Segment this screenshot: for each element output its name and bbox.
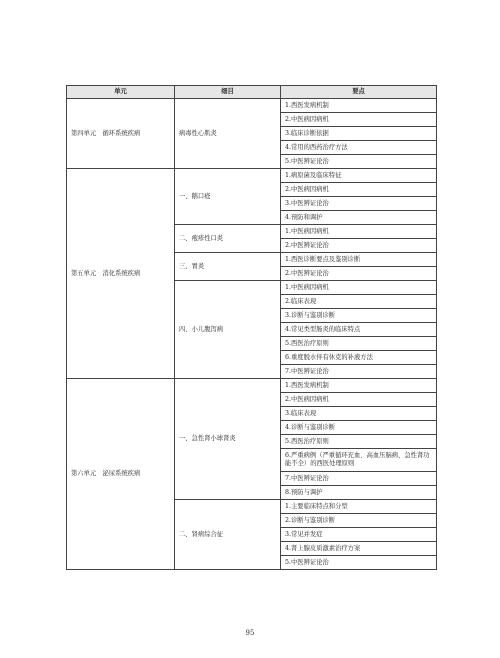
key-point-cell: 1.西医发病机制 bbox=[281, 99, 437, 113]
key-point-cell: 2.中医病因病机 bbox=[281, 393, 437, 407]
key-point-cell: 2.临床表现 bbox=[281, 295, 437, 309]
key-point-cell: 4.常用的西药治疗方法 bbox=[281, 141, 437, 155]
key-point-cell: 3.常见并发症 bbox=[281, 528, 437, 542]
key-point-cell: 5.中医辨证论治 bbox=[281, 155, 437, 169]
key-point-cell: 3.临床表现 bbox=[281, 407, 437, 421]
unit-cell: 第四单元 循环系统疾病 bbox=[67, 99, 175, 169]
header-key-points: 要点 bbox=[281, 86, 437, 99]
key-point-cell: 3.临床诊断依据 bbox=[281, 127, 437, 141]
header-unit: 单元 bbox=[67, 86, 175, 99]
table-row bbox=[67, 169, 437, 183]
table-header-row bbox=[67, 86, 437, 99]
detail-cell: 三、胃炎 bbox=[175, 253, 281, 281]
page-number: 95 bbox=[245, 629, 255, 637]
key-point-cell: 4.肾上腺皮质激素治疗方案 bbox=[281, 542, 437, 556]
detail-cell: 四、小儿腹泻病 bbox=[175, 281, 281, 379]
table-row bbox=[67, 379, 437, 393]
key-point-cell: 8.预防与调护 bbox=[281, 486, 437, 500]
key-point-cell: 2.中医病因病机 bbox=[281, 113, 437, 127]
key-point-cell: 5.中医辨证论治 bbox=[281, 556, 437, 570]
unit-cell: 第六单元 泌尿系统疾病 bbox=[67, 379, 175, 570]
syllabus-table bbox=[66, 85, 437, 570]
key-point-cell: 1.主要临床特点和分型 bbox=[281, 500, 437, 514]
table-row bbox=[67, 99, 437, 113]
key-point-cell: 5.西医治疗原则 bbox=[281, 337, 437, 351]
key-point-cell: 3.中医辨证论治 bbox=[281, 197, 437, 211]
key-point-cell: 2.中医辨证论治 bbox=[281, 267, 437, 281]
detail-cell: 病毒性心肌炎 bbox=[175, 99, 281, 169]
key-point-cell: 1.中医病因病机 bbox=[281, 225, 437, 239]
detail-cell: 一、鹅口疮 bbox=[175, 169, 281, 225]
key-point-cell: 1.西医诊断要点及鉴别诊断 bbox=[281, 253, 437, 267]
key-point-cell: 2.中医病因病机 bbox=[281, 183, 437, 197]
detail-cell: 二、疱疹性口炎 bbox=[175, 225, 281, 253]
key-point-cell: 1.西医发病机制 bbox=[281, 379, 437, 393]
key-point-cell: 1.中医病因病机 bbox=[281, 281, 437, 295]
key-point-cell: 6.严重病例（严重循环充血、高血压脑病、急性肾功能不全）的西医处理原则 bbox=[281, 449, 437, 472]
table-body bbox=[67, 99, 437, 570]
header-detail: 细目 bbox=[175, 86, 281, 99]
key-point-cell: 7.中医辨证论治 bbox=[281, 472, 437, 486]
key-point-cell: 4.常见类型肠炎的临床特点 bbox=[281, 323, 437, 337]
key-point-cell: 6.重度脱水伴有休克的补液方法 bbox=[281, 351, 437, 365]
key-point-cell: 2.诊断与鉴别诊断 bbox=[281, 514, 437, 528]
detail-cell: 一、急性肾小球肾炎 bbox=[175, 379, 281, 500]
key-point-cell: 2.中医辨证论治 bbox=[281, 239, 437, 253]
key-point-cell: 4.预防和调护 bbox=[281, 211, 437, 225]
key-point-cell: 1.病原菌及临床特征 bbox=[281, 169, 437, 183]
unit-cell: 第五单元 消化系统疾病 bbox=[67, 169, 175, 379]
key-point-cell: 4.诊断与鉴别诊断 bbox=[281, 421, 437, 435]
detail-cell: 二、肾病综合征 bbox=[175, 500, 281, 570]
key-point-cell: 7.中医辨证论治 bbox=[281, 365, 437, 379]
key-point-cell: 3.诊断与鉴别诊断 bbox=[281, 309, 437, 323]
key-point-cell: 5.西医治疗原则 bbox=[281, 435, 437, 449]
